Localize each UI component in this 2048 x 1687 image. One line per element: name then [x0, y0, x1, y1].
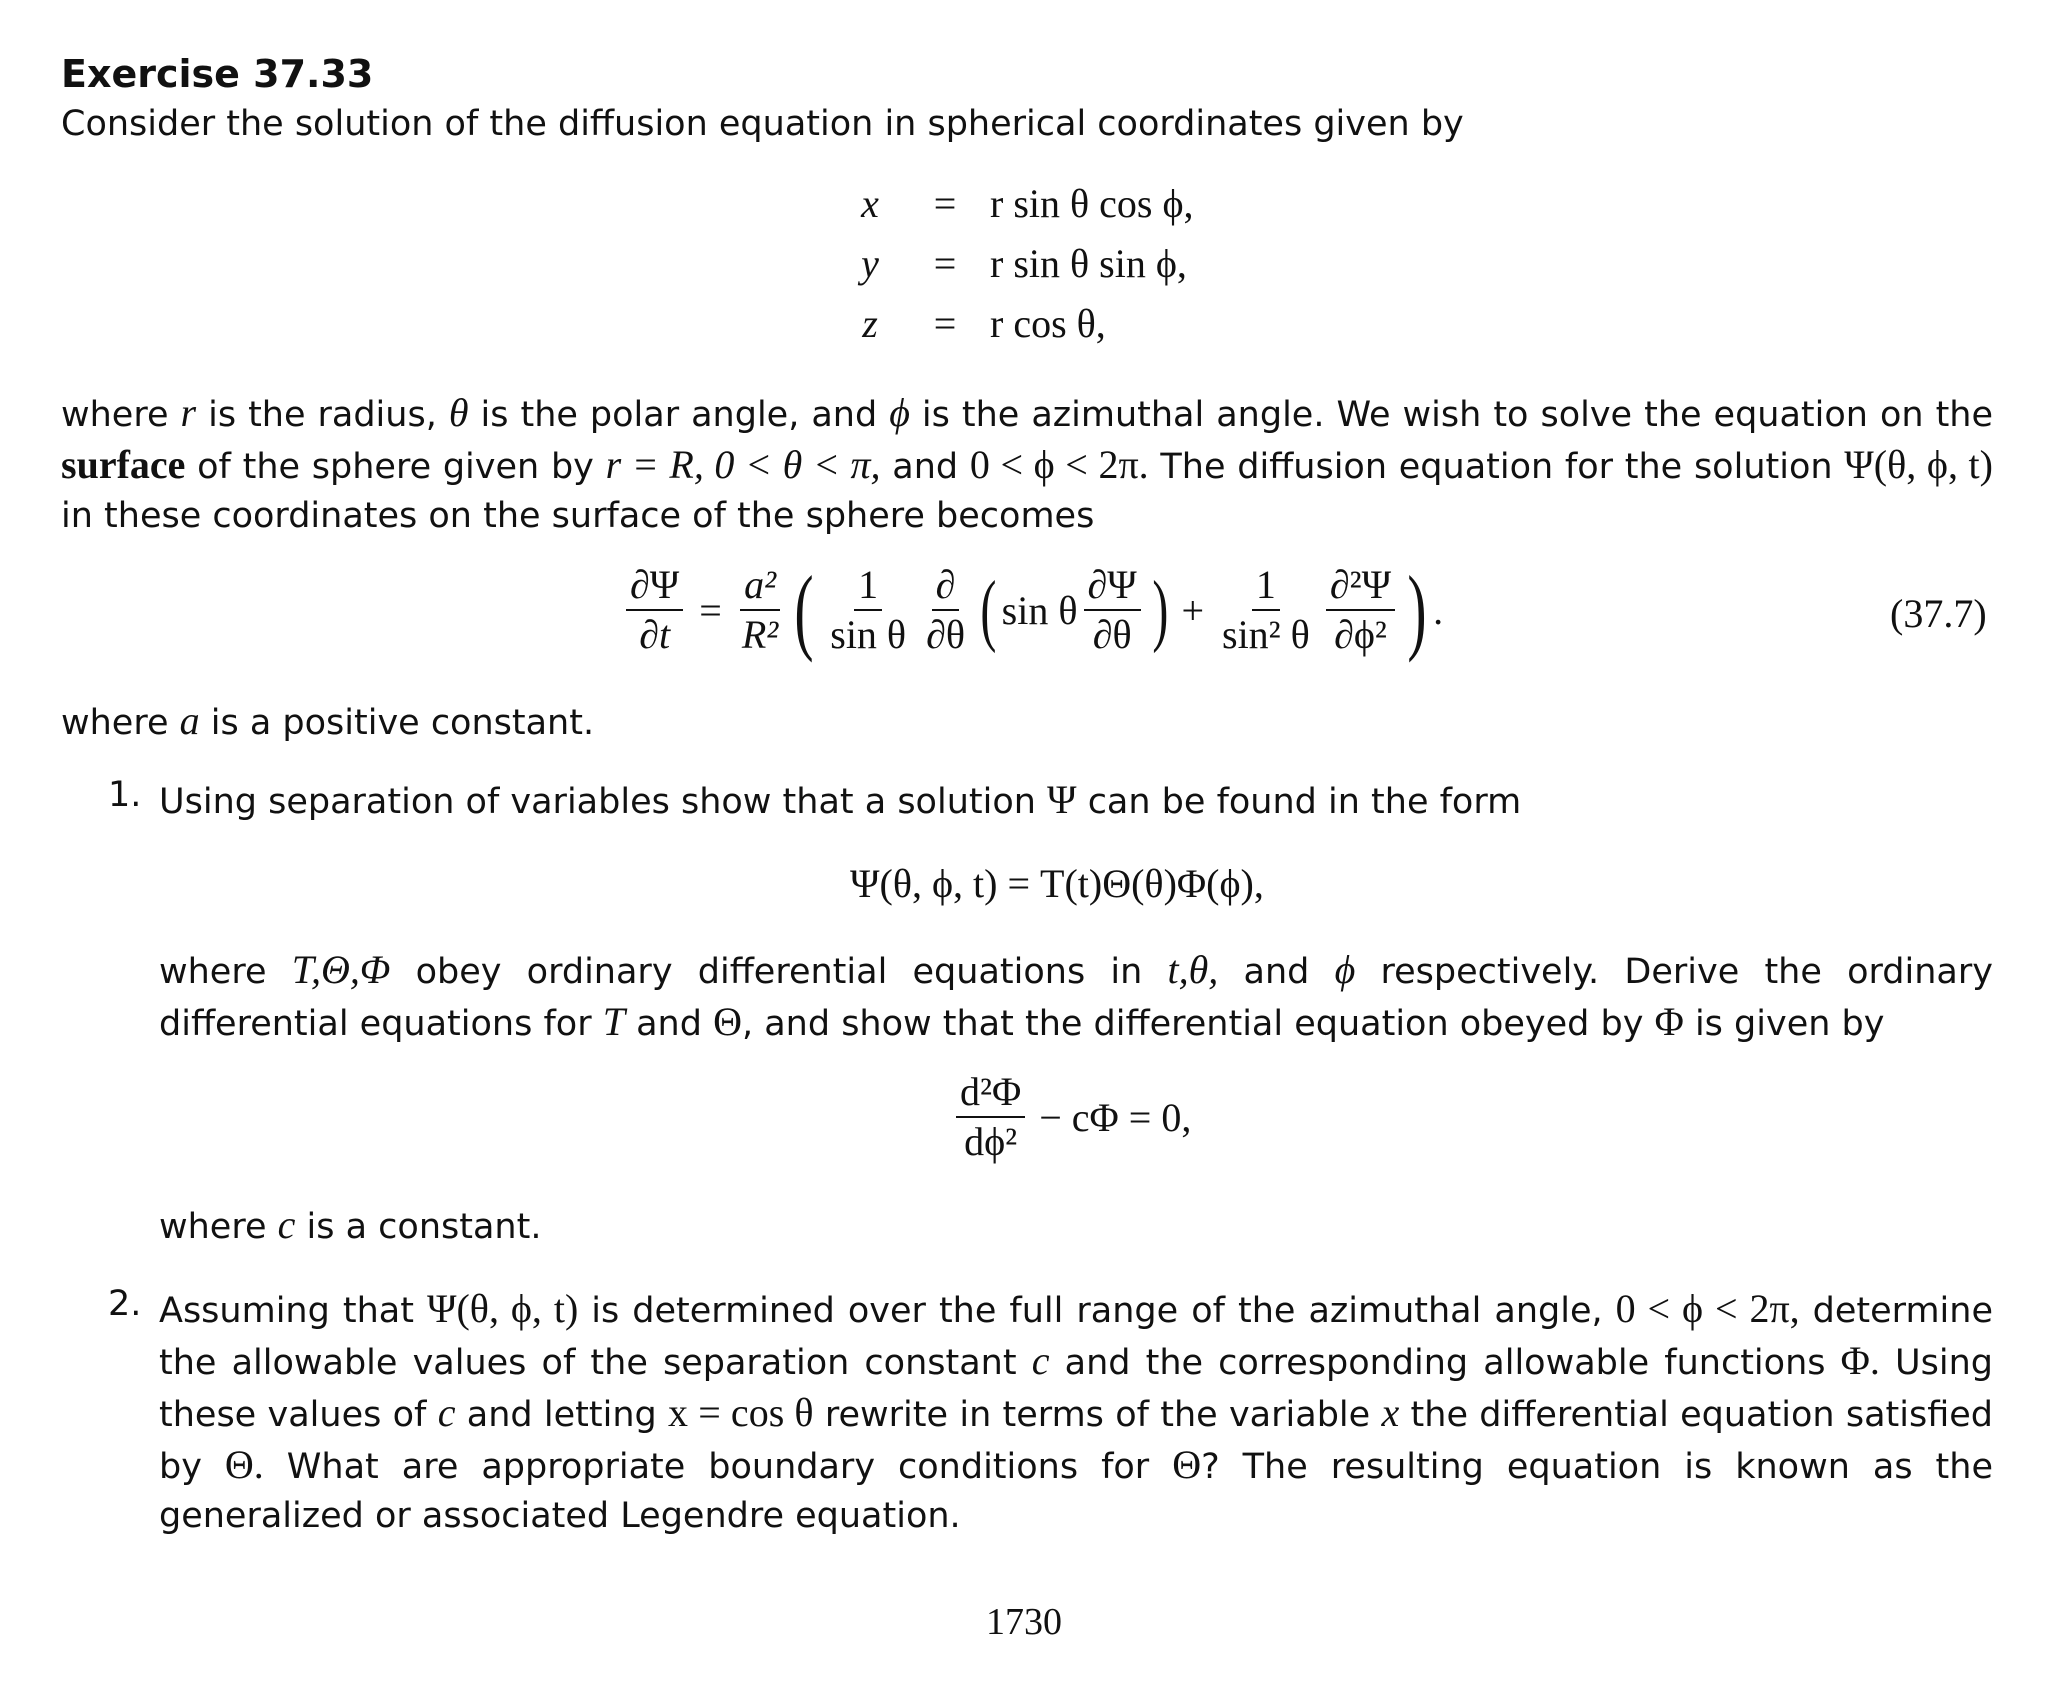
- coord-lhs: y: [861, 241, 879, 286]
- text: of the sphere given by: [185, 447, 606, 487]
- text: is a constant.: [295, 1207, 542, 1247]
- equals-sign: =: [933, 241, 957, 286]
- intro-paragraph: Consider the solution of the diffusion equation in spherical coordinates given by: [61, 104, 1464, 144]
- math-c: c: [277, 1202, 296, 1247]
- list-number: 1.: [108, 775, 142, 815]
- coord-lhs: z: [862, 301, 878, 346]
- math-Theta: Θ.: [224, 1442, 264, 1487]
- coord-rhs: r cos θ,: [990, 301, 1106, 346]
- item1-paragraph3: [159, 1200, 1993, 1252]
- text: where: [61, 703, 180, 743]
- left-paren: (: [794, 556, 814, 663]
- math-vars: t,θ,: [1167, 947, 1219, 992]
- coordinate-equations: [840, 180, 1194, 360]
- math-c: c: [437, 1390, 456, 1435]
- coord-lhs: x: [861, 181, 879, 226]
- equals-sign: =: [933, 181, 957, 226]
- math-range: 0 < ϕ < 2π,: [1615, 1286, 1800, 1331]
- text: where: [159, 952, 292, 992]
- fraction: $\frac{\text{a²}}{\text{R²}}$: [741, 562, 779, 657]
- text: , and show that the differential equation obeyed by: [741, 1004, 1655, 1044]
- text: obey ordinary differential equations in: [390, 952, 1168, 992]
- math-substitution: x = cos θ: [668, 1390, 814, 1435]
- text: is determined over the full range of the azimuthal angle,: [578, 1291, 1616, 1331]
- page-number: 1730: [986, 1601, 1062, 1643]
- fraction: $\frac{1}{\text{sin² θ}}$: [1222, 562, 1310, 657]
- math-x: x: [1381, 1390, 1400, 1435]
- math-Theta: Θ: [713, 999, 742, 1044]
- math-condition: 0 < ϕ < 2π.: [969, 442, 1149, 487]
- text: and: [880, 447, 970, 487]
- fraction: $\frac{\text{d²Φ}}{\text{dϕ²}}$: [956, 1070, 1025, 1164]
- item1-text: [159, 775, 1993, 827]
- text: is given by: [1683, 1004, 1885, 1044]
- text: Using these values of: [159, 1343, 1993, 1435]
- text: is a positive constant.: [199, 703, 595, 743]
- text: the differential equation satisfied by: [159, 1395, 1993, 1487]
- bold-surface: surface: [61, 442, 186, 487]
- coord-row-x: [840, 180, 1194, 240]
- text: in these coordinates on the surface of the sphere becomes: [61, 496, 1095, 536]
- math-a: a: [179, 698, 200, 743]
- list-number: 2.: [108, 1284, 142, 1324]
- coord-row-z: [840, 300, 1194, 360]
- math-vars: T,Θ,Φ: [291, 947, 391, 992]
- text: ? The resulting equation is known as the generalized or associated Legendre equation.: [159, 1447, 1993, 1536]
- fraction: $\frac{\text{∂²Ψ}}{\text{∂ϕ²}}$: [1326, 563, 1395, 657]
- left-paren: (: [980, 566, 997, 654]
- equals-sign: =: [699, 587, 722, 633]
- math-phi: ϕ: [889, 390, 910, 435]
- equals-sign: =: [933, 301, 957, 346]
- text: and: [624, 1004, 714, 1044]
- math-psi: Ψ(θ, ϕ, t): [426, 1286, 579, 1331]
- text: and the corresponding allowable functions: [1049, 1343, 1841, 1383]
- ode-rest: − cΦ = 0,: [1039, 1094, 1192, 1140]
- coord-row-y: [840, 240, 1194, 300]
- right-paren: ): [1407, 556, 1427, 663]
- math-psi: Ψ: [1047, 777, 1077, 822]
- period: .: [1433, 587, 1444, 633]
- math-theta: θ: [448, 390, 469, 435]
- constant-paragraph: [61, 696, 1993, 748]
- item2-text: [159, 1284, 1993, 1541]
- text: Assuming that: [159, 1291, 427, 1331]
- equation-label: (37.7): [1890, 591, 1987, 636]
- text: and letting: [455, 1395, 669, 1435]
- fraction: $\frac{\partial}{\partial\theta}$: [926, 562, 966, 657]
- text: can be found in the form: [1076, 782, 1522, 822]
- text: The diffusion equation for the solution: [1148, 447, 1845, 487]
- text: where: [159, 1207, 278, 1247]
- sin-theta: sin θ: [1001, 587, 1078, 633]
- plus-sign: +: [1181, 587, 1204, 633]
- math-Phi: Φ: [1654, 999, 1684, 1044]
- text: Using separation of variables show that a solution: [159, 782, 1048, 822]
- math-phi: ϕ: [1334, 947, 1356, 992]
- right-paren: ): [1152, 566, 1169, 654]
- text: What are appropriate boundary conditions for: [263, 1447, 1173, 1487]
- text: rewrite in terms of the variable: [813, 1395, 1382, 1435]
- math-Theta: Θ: [1172, 1442, 1202, 1487]
- exercise-title: Exercise 37.33: [61, 52, 374, 96]
- separation-form-equation: Ψ(θ, ϕ, t) = T(t)Θ(θ)Φ(ϕ),: [850, 861, 1264, 906]
- diffusion-equation: [620, 556, 1444, 663]
- text: and: [1218, 952, 1335, 992]
- text: is the polar angle, and: [468, 395, 890, 435]
- fraction: $\frac{\partial\Psi}{\partial t}$: [626, 563, 683, 657]
- description-paragraph: [61, 388, 1993, 541]
- text: is the azimuthal angle. We wish to solve the equation on the: [909, 395, 1994, 435]
- math-psi: Ψ(θ, ϕ, t): [1844, 442, 1993, 487]
- math-c: c: [1031, 1338, 1050, 1383]
- coord-rhs: r sin θ cos ϕ,: [990, 181, 1194, 226]
- fraction: $\frac{1}{\text{sin θ}}$: [830, 562, 907, 657]
- math-T: T: [602, 999, 625, 1044]
- text: determine the allowable values of the separation constant: [159, 1291, 1993, 1383]
- math-r: r: [180, 390, 197, 435]
- coord-rhs: r sin θ sin ϕ,: [990, 241, 1187, 286]
- text: where: [61, 395, 181, 435]
- phi-ode: [950, 1070, 1191, 1164]
- fraction: $\frac{\partial\Psi}{\partial\theta}$: [1084, 563, 1141, 657]
- math-condition: r = R, 0 < θ < π,: [605, 442, 881, 487]
- text: is the radius,: [196, 395, 449, 435]
- item1-paragraph2: [159, 945, 1993, 1049]
- text: respectively. Derive the ordinary differential equations for: [159, 952, 1993, 1044]
- math-Phi: Φ.: [1840, 1338, 1880, 1383]
